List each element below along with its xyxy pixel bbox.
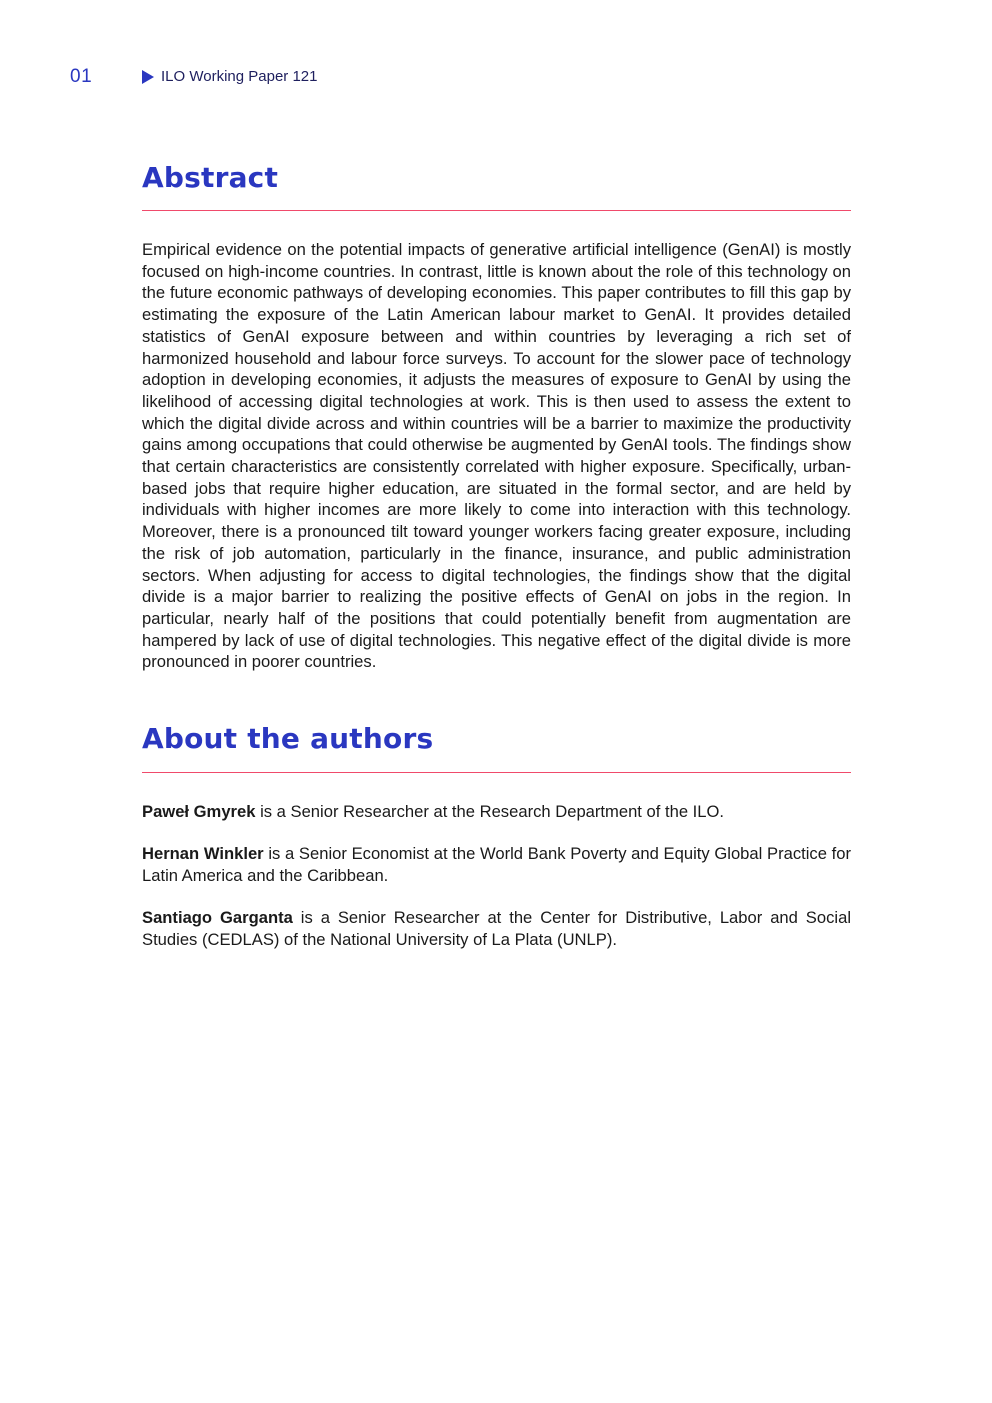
author-name: Santiago Garganta: [142, 908, 293, 927]
author-description: is a Senior Researcher at the Center for Distributive, Labor and Social Studies (CEDLAS) of the National University of La Plata (UNLP).: [142, 908, 852, 949]
series-title: ILO Working Paper 121: [161, 68, 318, 85]
abstract-heading-rule: [142, 210, 851, 211]
abstract-heading: Abstract: [142, 161, 279, 194]
authors-section: [142, 722, 851, 971]
authors-heading-rule: [142, 772, 851, 773]
author-list: [142, 801, 851, 951]
play-arrow-icon: [142, 70, 154, 84]
author-name: Paweł Gmyrek: [142, 802, 256, 821]
authors-heading: About the authors: [142, 722, 434, 755]
author-entry: [142, 843, 851, 887]
author-entry: [142, 907, 851, 951]
author-description: is a Senior Economist at the World Bank Poverty and Equity Global Practice for Latin America and the Caribbean.: [142, 844, 851, 885]
abstract-body: Empirical evidence on the potential impacts of generative artificial intelligence (GenAI) is mostly focused on high-income countries. In contrast, little is known about the role of this technology on the future economic pathways of developing economies. This paper contributes to fill this gap by estimating the exposure of the Latin American labour market to GenAI. It provides detailed statistics of GenAI exposure between and within countries by leveraging a rich set of harmonized household and labour force surveys. To account for the slower pace of technology adoption in developing economies, it adjusts the measures of exposure to GenAI by using the likelihood of accessing digital technologies at work. This is then used to assess the extent to which the digital divide across and within countries will be a barrier to maximize the productivity gains among occupations that could otherwise be augmented by GenAI tools. The findings show that certain characteristics are consistently correlated with higher exposure. Specifically, urban-based jobs that require higher education, are situated in the formal sector, and are held by individuals with higher incomes are more likely to come into interaction with this technology. Moreover, there is a pronounced tilt toward younger workers facing greater exposure, including the risk of job automation, particularly in the finance, insurance, and public administration sectors. When adjusting for access to digital technologies, the findings show that the digital divide is a major barrier to realizing the positive effects of GenAI on jobs in the region. In particular, nearly half of the positions that could potentially benefit from augmentation are hampered by lack of use of digital technologies. This negative effect of the digital divide is more pronounced in poorer countries.: [142, 240, 851, 672]
author-description: is a Senior Researcher at the Research Department of the ILO.: [255, 802, 725, 821]
abstract-section: [142, 161, 851, 673]
author-entry: [142, 801, 851, 823]
author-name: Hernan Winkler: [142, 844, 264, 863]
page-number: 01: [70, 66, 93, 87]
